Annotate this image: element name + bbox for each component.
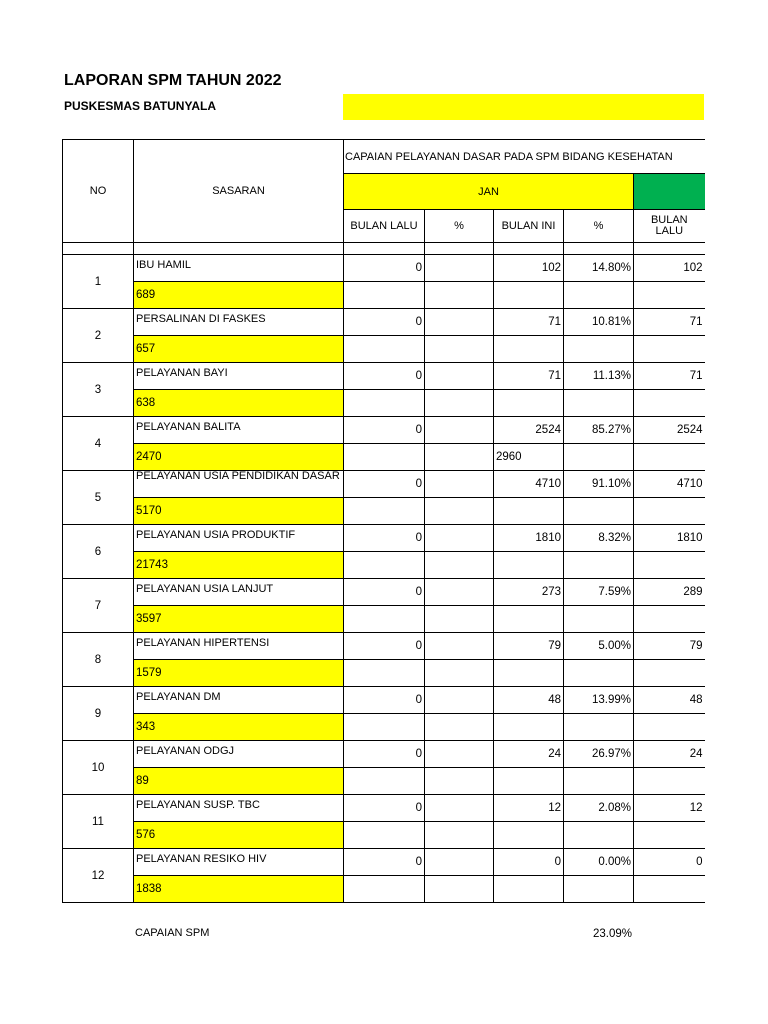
header-month: JAN <box>344 174 634 210</box>
table-row <box>63 363 705 390</box>
table-row <box>63 876 705 903</box>
row-pct-empty[interactable] <box>425 849 494 876</box>
row-no[interactable]: 7 <box>63 579 134 633</box>
row-empty-cell[interactable] <box>564 606 634 633</box>
row-sasaran-name[interactable]: PERSALINAN DI FASKES <box>134 309 344 336</box>
row-pct[interactable]: 85.27% <box>564 417 634 444</box>
row-bulan-lalu-next[interactable]: 1810 <box>634 525 705 552</box>
row-bulan-lalu-next[interactable]: 79 <box>634 633 705 660</box>
table-row <box>63 768 705 795</box>
row-empty-cell[interactable] <box>425 498 494 525</box>
row-empty-cell[interactable] <box>634 498 705 525</box>
row-empty-cell[interactable] <box>634 606 705 633</box>
row-empty-cell[interactable] <box>634 822 705 849</box>
row-extra[interactable] <box>494 822 564 849</box>
row-no[interactable]: 9 <box>63 687 134 741</box>
row-target[interactable]: 3597 <box>134 606 344 633</box>
row-bulan-lalu-next[interactable]: 71 <box>634 309 705 336</box>
row-empty-cell[interactable] <box>425 660 494 687</box>
row-pct[interactable]: 5.00% <box>564 633 634 660</box>
row-empty-cell[interactable] <box>344 768 425 795</box>
row-sasaran-name[interactable]: PELAYANAN SUSP. TBC <box>134 795 344 822</box>
row-pct-empty[interactable] <box>425 417 494 444</box>
row-no[interactable]: 11 <box>63 795 134 849</box>
row-empty-cell[interactable] <box>564 282 634 309</box>
row-pct[interactable]: 13.99% <box>564 687 634 714</box>
row-bulan-ini[interactable]: 24 <box>494 741 564 768</box>
table-row <box>63 687 705 714</box>
row-empty-cell[interactable] <box>634 768 705 795</box>
row-bulan-ini[interactable]: 79 <box>494 633 564 660</box>
table-row <box>63 444 705 471</box>
row-empty-cell[interactable] <box>634 390 705 417</box>
row-sasaran-name[interactable]: PELAYANAN USIA PENDIDIKAN DASAR <box>134 471 344 498</box>
row-target[interactable]: 1838 <box>134 876 344 903</box>
row-pct-empty[interactable] <box>425 633 494 660</box>
row-pct[interactable]: 0.00% <box>564 849 634 876</box>
row-bulan-lalu[interactable]: 0 <box>344 579 425 606</box>
row-extra[interactable] <box>494 282 564 309</box>
row-empty-cell[interactable] <box>425 714 494 741</box>
row-target[interactable]: 89 <box>134 768 344 795</box>
row-bulan-lalu[interactable]: 0 <box>344 363 425 390</box>
row-empty-cell[interactable] <box>344 660 425 687</box>
row-empty-cell[interactable] <box>564 822 634 849</box>
spacer-cell <box>564 243 634 255</box>
row-pct-empty[interactable] <box>425 525 494 552</box>
table-row <box>63 606 705 633</box>
row-bulan-lalu-next[interactable]: 2524 <box>634 417 705 444</box>
row-no[interactable]: 1 <box>63 255 134 309</box>
row-empty-cell[interactable] <box>564 552 634 579</box>
row-empty-cell[interactable] <box>425 390 494 417</box>
table-row <box>63 255 705 282</box>
table-row <box>63 714 705 741</box>
row-no[interactable]: 6 <box>63 525 134 579</box>
row-target[interactable]: 2470 <box>134 444 344 471</box>
row-pct-empty[interactable] <box>425 741 494 768</box>
row-extra[interactable]: 2960 <box>494 444 564 471</box>
row-pct[interactable]: 2.08% <box>564 795 634 822</box>
row-empty-cell[interactable] <box>344 444 425 471</box>
row-pct[interactable]: 26.97% <box>564 741 634 768</box>
header-bulan-ini: BULAN INI <box>494 210 564 243</box>
row-pct-empty[interactable] <box>425 309 494 336</box>
table-row <box>63 849 705 876</box>
row-empty-cell[interactable] <box>564 498 634 525</box>
table-row <box>63 822 705 849</box>
header-no: NO <box>63 140 134 243</box>
row-bulan-lalu[interactable]: 0 <box>344 633 425 660</box>
row-sasaran-name[interactable]: PELAYANAN DM <box>134 687 344 714</box>
row-sasaran-name[interactable]: PELAYANAN HIPERTENSI <box>134 633 344 660</box>
row-pct-empty[interactable] <box>425 687 494 714</box>
row-sasaran-name[interactable]: PELAYANAN ODGJ <box>134 741 344 768</box>
row-no[interactable]: 4 <box>63 417 134 471</box>
row-sasaran-name[interactable]: PELAYANAN USIA PRODUKTIF <box>134 525 344 552</box>
row-pct[interactable]: 7.59% <box>564 579 634 606</box>
table-row <box>63 579 705 606</box>
row-sasaran-name[interactable]: PELAYANAN USIA LANJUT <box>134 579 344 606</box>
capaian-spm-label: CAPAIAN SPM <box>135 927 210 939</box>
row-empty-cell[interactable] <box>425 606 494 633</box>
row-pct[interactable]: 11.13% <box>564 363 634 390</box>
row-pct-empty[interactable] <box>425 471 494 498</box>
row-no[interactable]: 5 <box>63 471 134 525</box>
row-empty-cell[interactable] <box>564 714 634 741</box>
row-sasaran-name[interactable]: PELAYANAN BAYI <box>134 363 344 390</box>
row-bulan-lalu[interactable]: 0 <box>344 795 425 822</box>
row-pct[interactable]: 14.80% <box>564 255 634 282</box>
row-extra[interactable] <box>494 390 564 417</box>
row-target[interactable]: 576 <box>134 822 344 849</box>
row-empty-cell[interactable] <box>634 876 705 903</box>
row-empty-cell[interactable] <box>564 390 634 417</box>
spacer-cell <box>344 243 425 255</box>
row-bulan-lalu-next[interactable]: 0 <box>634 849 705 876</box>
row-bulan-ini[interactable]: 4710 <box>494 471 564 498</box>
row-bulan-lalu-next[interactable]: 71 <box>634 363 705 390</box>
row-bulan-ini[interactable]: 1810 <box>494 525 564 552</box>
table-row <box>63 336 705 363</box>
header-sasaran: SASARAN <box>134 140 344 243</box>
row-bulan-lalu-next[interactable]: 102 <box>634 255 705 282</box>
row-empty-cell[interactable] <box>634 282 705 309</box>
row-empty-cell[interactable] <box>564 660 634 687</box>
row-bulan-ini[interactable]: 12 <box>494 795 564 822</box>
row-bulan-lalu-next[interactable]: 24 <box>634 741 705 768</box>
row-bulan-ini[interactable]: 71 <box>494 363 564 390</box>
table-row <box>63 390 705 417</box>
report-title: LAPORAN SPM TAHUN 2022 <box>64 72 282 89</box>
table-row <box>63 525 705 552</box>
row-bulan-ini[interactable]: 71 <box>494 309 564 336</box>
row-target[interactable]: 21743 <box>134 552 344 579</box>
row-bulan-ini[interactable]: 48 <box>494 687 564 714</box>
header-capaian: CAPAIAN PELAYANAN DASAR PADA SPM BIDANG KESEHATAN <box>344 140 705 174</box>
row-target[interactable]: 689 <box>134 282 344 309</box>
row-bulan-lalu-next[interactable]: 4710 <box>634 471 705 498</box>
highlight-bar[interactable] <box>343 94 704 120</box>
row-bulan-lalu[interactable]: 0 <box>344 741 425 768</box>
row-empty-cell[interactable] <box>425 768 494 795</box>
row-target[interactable]: 1579 <box>134 660 344 687</box>
row-empty-cell[interactable] <box>344 390 425 417</box>
row-empty-cell[interactable] <box>425 822 494 849</box>
row-empty-cell[interactable] <box>344 552 425 579</box>
table-row <box>63 282 705 309</box>
header-pct-2: % <box>564 210 634 243</box>
header-pct: % <box>425 210 494 243</box>
report-subtitle: PUSKESMAS BATUNYALA <box>64 99 217 113</box>
table-row <box>63 552 705 579</box>
header-bulan-lalu: BULAN LALU <box>344 210 425 243</box>
row-empty-cell[interactable] <box>425 876 494 903</box>
row-bulan-ini[interactable]: 2524 <box>494 417 564 444</box>
row-empty-cell[interactable] <box>344 606 425 633</box>
row-empty-cell[interactable] <box>634 660 705 687</box>
row-sasaran-name[interactable]: IBU HAMIL <box>134 255 344 282</box>
row-empty-cell[interactable] <box>425 336 494 363</box>
row-extra[interactable] <box>494 498 564 525</box>
table-row <box>63 309 705 336</box>
capaian-spm-value: 23.09% <box>592 928 632 940</box>
row-no[interactable]: 2 <box>63 309 134 363</box>
row-extra[interactable] <box>494 660 564 687</box>
row-extra[interactable] <box>494 336 564 363</box>
row-empty-cell[interactable] <box>634 444 705 471</box>
row-empty-cell[interactable] <box>564 768 634 795</box>
row-sasaran-name[interactable]: PELAYANAN BALITA <box>134 417 344 444</box>
row-extra[interactable] <box>494 768 564 795</box>
row-pct-empty[interactable] <box>425 579 494 606</box>
row-sasaran-name[interactable]: PELAYANAN RESIKO HIV <box>134 849 344 876</box>
row-empty-cell[interactable] <box>634 552 705 579</box>
row-pct-empty[interactable] <box>425 363 494 390</box>
row-extra[interactable] <box>494 876 564 903</box>
row-empty-cell[interactable] <box>564 336 634 363</box>
row-pct-empty[interactable] <box>425 255 494 282</box>
row-bulan-lalu[interactable]: 0 <box>344 471 425 498</box>
header-bulan-lalu-next: BULAN LALU <box>634 210 705 243</box>
row-bulan-lalu-next[interactable]: 48 <box>634 687 705 714</box>
table-row <box>63 633 705 660</box>
spacer-cell <box>134 243 344 255</box>
row-bulan-lalu[interactable]: 0 <box>344 255 425 282</box>
row-bulan-ini[interactable]: 102 <box>494 255 564 282</box>
row-target[interactable]: 657 <box>134 336 344 363</box>
header-green-cell[interactable] <box>634 174 705 210</box>
row-empty-cell[interactable] <box>425 552 494 579</box>
table-row <box>63 795 705 822</box>
row-no[interactable]: 12 <box>63 849 134 903</box>
row-empty-cell[interactable] <box>344 498 425 525</box>
row-bulan-lalu[interactable]: 0 <box>344 525 425 552</box>
row-empty-cell[interactable] <box>344 282 425 309</box>
row-pct[interactable]: 91.10% <box>564 471 634 498</box>
row-pct[interactable]: 8.32% <box>564 525 634 552</box>
row-bulan-lalu[interactable]: 0 <box>344 849 425 876</box>
row-empty-cell[interactable] <box>425 282 494 309</box>
row-empty-cell[interactable] <box>564 444 634 471</box>
row-extra[interactable] <box>494 552 564 579</box>
row-empty-cell[interactable] <box>344 822 425 849</box>
spacer-cell <box>494 243 564 255</box>
row-pct[interactable]: 10.81% <box>564 309 634 336</box>
spacer-cell <box>425 243 494 255</box>
row-pct-empty[interactable] <box>425 795 494 822</box>
spm-table <box>62 139 705 903</box>
row-empty-cell[interactable] <box>634 336 705 363</box>
row-target[interactable]: 5170 <box>134 498 344 525</box>
row-bulan-lalu[interactable]: 0 <box>344 309 425 336</box>
row-no[interactable]: 10 <box>63 741 134 795</box>
table-row <box>63 660 705 687</box>
row-bulan-ini[interactable]: 0 <box>494 849 564 876</box>
row-empty-cell[interactable] <box>564 876 634 903</box>
row-target[interactable]: 343 <box>134 714 344 741</box>
table-row <box>63 417 705 444</box>
row-empty-cell[interactable] <box>344 336 425 363</box>
row-target[interactable]: 638 <box>134 390 344 417</box>
row-extra[interactable] <box>494 714 564 741</box>
row-bulan-lalu[interactable]: 0 <box>344 417 425 444</box>
row-bulan-lalu[interactable]: 0 <box>344 687 425 714</box>
row-no[interactable]: 8 <box>63 633 134 687</box>
row-empty-cell[interactable] <box>634 714 705 741</box>
row-extra[interactable] <box>494 606 564 633</box>
row-bulan-lalu-next[interactable]: 289 <box>634 579 705 606</box>
row-no[interactable]: 3 <box>63 363 134 417</box>
row-bulan-ini[interactable]: 273 <box>494 579 564 606</box>
row-empty-cell[interactable] <box>344 876 425 903</box>
row-empty-cell[interactable] <box>425 444 494 471</box>
table-row <box>63 471 705 498</box>
spacer-cell <box>63 243 134 255</box>
row-bulan-lalu-next[interactable]: 12 <box>634 795 705 822</box>
table-row <box>63 498 705 525</box>
row-empty-cell[interactable] <box>344 714 425 741</box>
spacer-cell <box>634 243 705 255</box>
table-row <box>63 741 705 768</box>
